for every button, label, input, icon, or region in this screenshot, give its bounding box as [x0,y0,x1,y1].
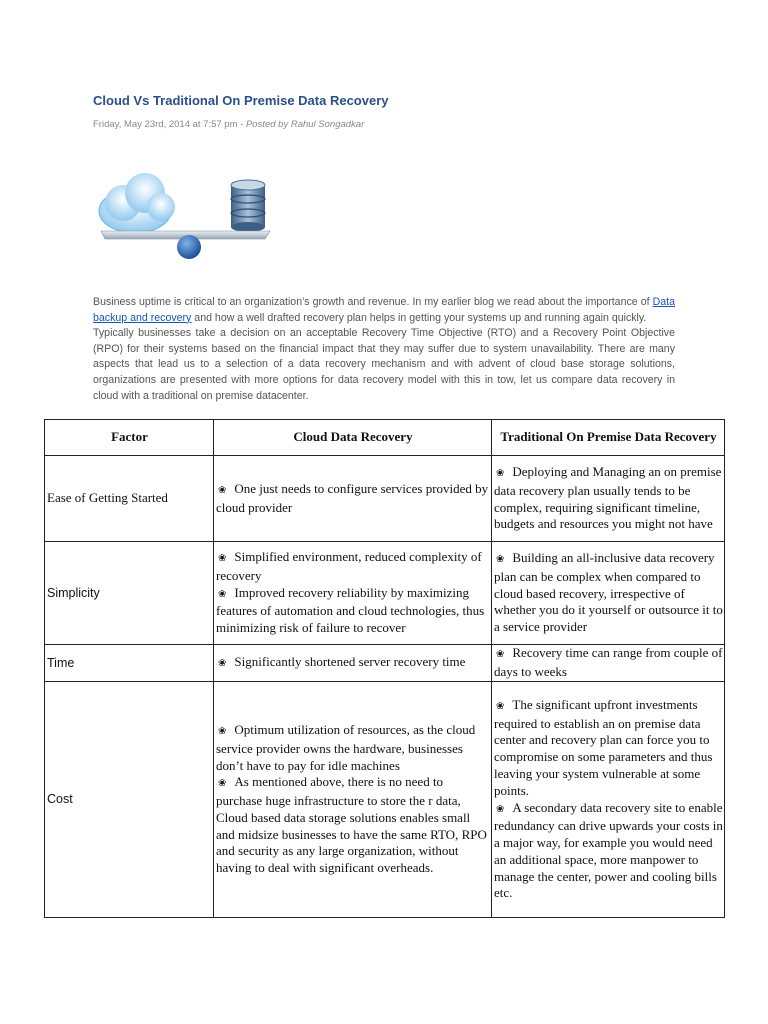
flower-bullet-icon: ❀ [218,657,227,669]
bullet-item [216,654,490,673]
traditional-cell [492,542,725,645]
flower-bullet-icon: ❀ [496,803,505,815]
bullet-text: Deploying and Managing an on premise data recovery plan usually tends to be complex, requiring significant timeline, budgets and resources you might not have [494,463,722,532]
bullet-item [216,722,490,774]
bullet-item [494,550,723,636]
bullet-text: Simplified environment, reduced complexity of recovery [216,549,482,583]
balance-ball [177,235,201,259]
bullet-text: A secondary data recovery site to enable redundancy can drive upwards your costs in a major way, for example you would need an additional space, more manpower to manage the center, power and cooling bills etc. [494,799,723,901]
factor-cell: Time [45,645,214,682]
backup-recovery-link[interactable]: Data backup and recovery [93,296,675,324]
flower-bullet-icon: ❀ [496,467,505,479]
header-cloud: Cloud Data Recovery [214,420,492,456]
bullet-item [494,645,723,681]
bullet-text: Improved recovery reliability by maximizing features of automation and cloud technologies, thus minimizing risk of failure to recover [216,584,485,636]
bullet-item [216,481,490,517]
cloud-cell [214,682,492,918]
bullet-text: Recovery time can range from couple of days to weeks [494,645,723,679]
flower-bullet-icon: ❀ [218,588,227,600]
article-title: Cloud Vs Traditional On Premise Data Recovery [93,93,389,108]
intro-text: Business uptime is critical to an organization’s growth and revenue. In my earlier blog we read about the importance of [93,296,653,308]
flower-bullet-icon: ❀ [218,725,227,737]
factor-cell: Cost [45,682,214,918]
flower-bullet-icon: ❀ [496,700,505,712]
cloud-vs-database-illustration [93,133,286,298]
table-row [45,542,725,645]
bullet-item [216,585,490,637]
bullet-item [216,549,490,585]
comparison-table [44,419,725,918]
cloud-cell [214,456,492,542]
flower-bullet-icon: ❀ [496,554,505,565]
flower-bullet-icon: ❀ [218,484,227,496]
traditional-cell [492,456,725,542]
bullet-text: Optimum utilization of resources, as the cloud service provider owns the hardware, businesses don’t have to pay for idle machines [216,721,476,773]
bullet-item [494,697,723,800]
table-row [45,645,725,682]
bullet-item [494,464,723,533]
post-meta [93,119,364,130]
bullet-item [494,800,723,903]
flower-bullet-icon: ❀ [218,778,227,790]
header-traditional: Traditional On Premise Data Recovery [492,420,725,456]
factor-cell: Ease of Getting Started [45,456,214,542]
header-factor: Factor [45,420,214,456]
bullet-text: The significant upfront investments required to establish an on premise data center and recovery plan can force you to compromise on some parameters and thus leaving your system vulnerable at some points. [494,696,713,798]
bullet-text: Building an all-inclusive data recovery plan can be complex when compared to cloud based recovery, irrespective of whether you do it yourself or outsource it to a service provider [494,550,723,635]
cloud-cell [214,542,492,645]
rto-rpo-paragraph: Typically businesses take a decision on an acceptable Recovery Time Objective (RTO) and a Recovery Point Objective (RPO) for their systems based on the financial impact that they may suffer due to system unavailability. There are many aspects that lead us to a selection of a data recovery mechanism and with advent of cloud base storage solutions, organizations are presented with more options for data recovery model with this in tow, let us compare data recovery in cloud with a traditional on premise datacenter. [93,327,675,402]
table-row [45,682,725,918]
database-icon [231,180,265,232]
post-date: Friday, May 23rd, 2014 at 7:57 pm [93,119,238,130]
factor-cell: Simplicity [45,542,214,645]
bullet-text: One just needs to configure services provided by cloud provider [216,480,489,515]
flower-bullet-icon: ❀ [496,649,505,661]
flower-bullet-icon: ❀ [218,553,227,564]
intro-text-end: and how a well drafted recovery plan helps in getting your systems up and running again quickly. [191,311,647,324]
cloud-cell [214,645,492,682]
traditional-cell [492,682,725,918]
bullet-text: Significantly shortened server recovery time [234,653,466,669]
post-author: - Posted by Rahul Songadkar [240,119,365,130]
bullet-text: As mentioned above, there is no need to purchase huge infrastructure to store the r data, Cloud based data storage solutions enables small and midsize businesses to have the same RTO, RPO and security as any large organization, without having to deal with significant overheads. [216,774,487,876]
traditional-cell [492,645,725,682]
cloud-icon [99,173,175,233]
table-row [45,456,725,542]
intro-paragraph [93,295,675,326]
article-body [93,295,675,404]
bullet-item [216,774,490,877]
